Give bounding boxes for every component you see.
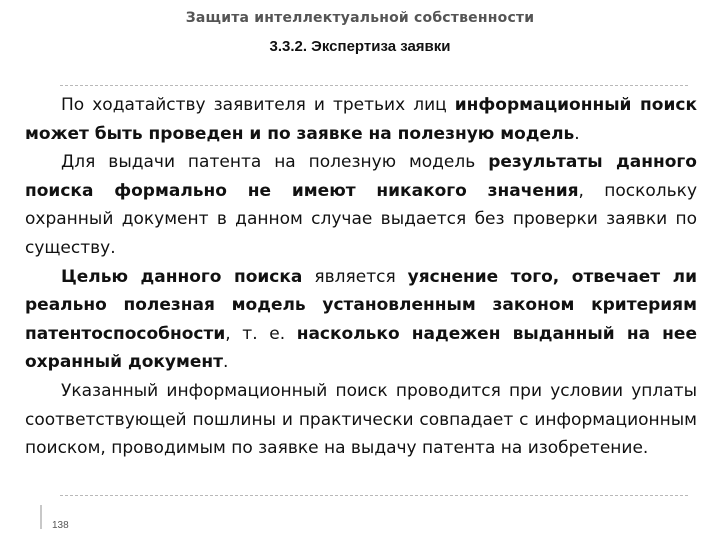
paragraph-2-text-2: , поскольку охранный документ в данном случае выдается без проверки заявки по существу. [25,180,698,258]
slide-content [25,91,697,463]
paragraph-3-bold-2: уяснение того, отвечает ли реально полезная модель установленным законом критериям патентоспособности [25,266,697,344]
paragraph-1-bold-1: информационный поиск может быть проведен и по заявке на полезную модель [25,95,697,144]
header-title: Защита интеллектуальной собственности [185,10,535,26]
paragraph-3-text-1: является [302,266,408,287]
paragraph-4-text-1: Указанный информационный поиск проводится при условии уплаты соответствующей пошлины и практически совпадает с информационным поиском, проводимым по заявке на выдачу патента на изобретение. [25,380,697,459]
paragraph-2-bold-1: результаты данного поиска формально не имеют никакого значения [25,152,697,201]
page-number: 138 [52,520,69,531]
paragraph-1-text-2: . [574,123,580,144]
paragraph-3 [25,263,697,377]
top-divider [60,85,688,86]
section-title: 3.3.2. Экспертиза заявки [269,38,451,55]
bottom-divider [60,495,688,496]
paragraph-2-text-1: Для выдачи патента на полезную модель [61,152,489,173]
footer-marker [40,505,42,529]
paragraph-3-text-2: , т. е. [225,323,297,344]
paragraph-2 [25,148,697,262]
paragraph-3-bold-3: насколько надежен выданный на нее охранный документ [25,323,697,373]
paragraph-4 [25,377,697,463]
paragraph-1 [25,91,697,148]
paragraph-1-text-1: По ходатайству заявителя и третьих лиц [61,95,455,115]
paragraph-3-bold-1: Целью данного поиска [61,266,303,287]
paragraph-3-text-3: . [223,352,229,373]
